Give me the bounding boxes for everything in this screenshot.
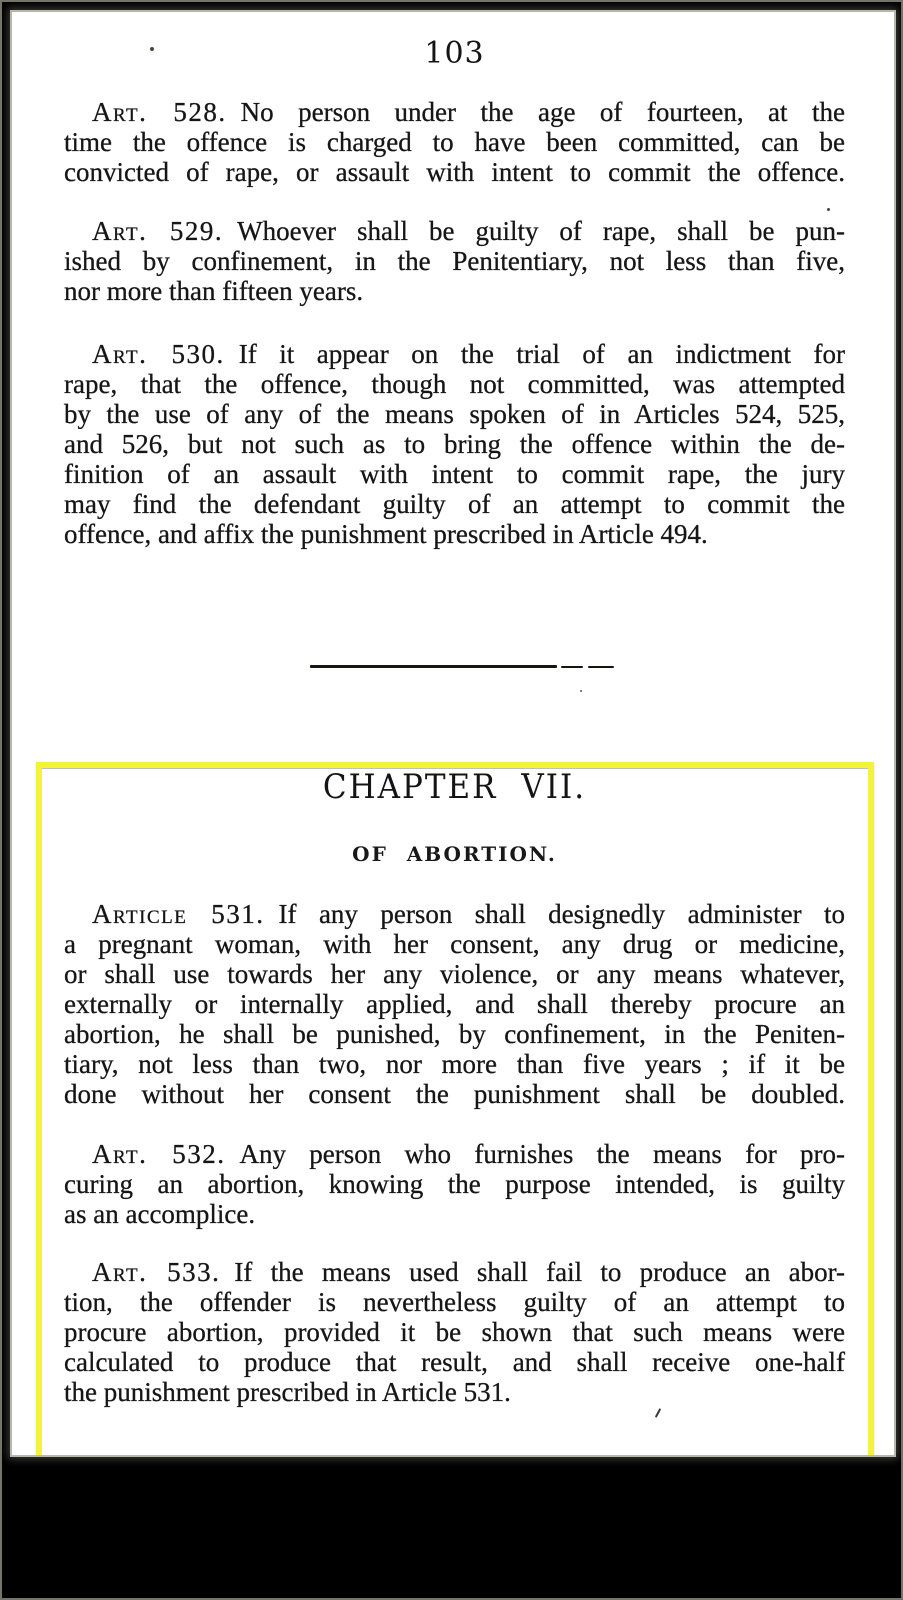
article-line-text: Any person who furnishes the means for pro- [239,1139,846,1169]
article-line [64,429,845,459]
article-line [64,127,845,157]
article-label: Art. 530. [92,339,225,369]
article-line [64,157,845,187]
article-line-text: ished by confinement, in the Penitentiary, not less than five, [64,246,845,276]
article-line-text: If the means used shall fail to produce an abor- [234,1257,846,1287]
article-line-text: abortion, he shall be punished, by confinement, in the Peniten- [64,1019,845,1049]
article-528 [64,97,845,187]
article-label: Art. 528. [92,97,227,127]
article-line-text: externally or internally applied, and shall thereby procure an [64,989,845,1019]
article-first-line [64,216,845,246]
article-line-text: time the offence is charged to have been committed, can be [64,127,845,157]
article-line-text: offence, and affix the punishment prescribed in Article 494. [64,519,708,549]
section-divider [310,665,614,668]
scan-speck [150,47,154,51]
article-line [64,399,845,429]
article-line-text: procure abortion, provided it be shown that such means were [64,1317,845,1347]
document-page [12,12,894,1455]
chapter-title: CHAPTER VII. [322,767,587,807]
article-529 [64,216,845,306]
article-line-text: Whoever shall be guilty of rape, shall be pun- [237,216,845,246]
article-line-text: the punishment prescribed in Article 531. [64,1377,511,1407]
scan-speck [827,208,830,211]
article-line-text: finition of an assault with intent to commit rape, the jury [64,459,845,489]
article-line-text: If it appear on the trial of an indictment for [238,339,846,369]
article-line [64,459,845,489]
article-line-text: or shall use towards her any violence, or any means whatever, [64,959,845,989]
chapter-subtitle: OF ABORTION. [352,842,557,866]
article-line-text: as an accomplice. [64,1199,256,1229]
page-number: 103 [424,36,485,71]
divider-dash [588,666,614,668]
article-line-text: nor more than fifteen years. [64,276,364,306]
divider-rule [310,665,557,668]
article-line-text: convicted of rape, or assault with intent to commit the offence. [64,157,845,187]
article-label: Article 531. [92,899,265,929]
article-line-text: by the use of any of the means spoken of in Articles 524, 525, [64,399,845,429]
article-line [64,276,845,306]
article-line-text: curing an abortion, knowing the purpose intended, is guilty [64,1169,845,1199]
article-label: Art. 532. [92,1139,226,1169]
article-line-text: tion, the offender is nevertheless guilty of an attempt to [64,1287,845,1317]
scan-speck [580,690,582,692]
article-line [64,369,845,399]
article-line-text: a pregnant woman, with her consent, any drug or medicine, [64,929,845,959]
article-line-text: tiary, not less than two, nor more than five years ; if it be [64,1049,845,1079]
article-line-text: calculated to produce that result, and shall receive one-half [64,1347,845,1377]
article-line-text: No person under the age of fourteen, at the [240,97,846,127]
article-label: Art. 533. [92,1257,221,1287]
article-line-text: rape, that the offence, though not committed, was attempted [64,369,845,399]
article-label: Art. 529. [92,216,224,246]
divider-dash [561,666,583,668]
article-line [64,519,845,549]
article-530 [64,339,845,549]
article-line [64,489,845,519]
article-line-text: If any person shall designedly administer to [278,899,845,929]
article-line-text: and 526, but not such as to bring the offence within the de- [64,429,845,459]
article-line-text: done without her consent the punishment shall be doubled. [64,1079,845,1109]
article-line [64,246,845,276]
article-line-text: may find the defendant guilty of an attempt to commit the [64,489,845,519]
article-first-line [64,339,845,369]
article-first-line [64,97,845,127]
